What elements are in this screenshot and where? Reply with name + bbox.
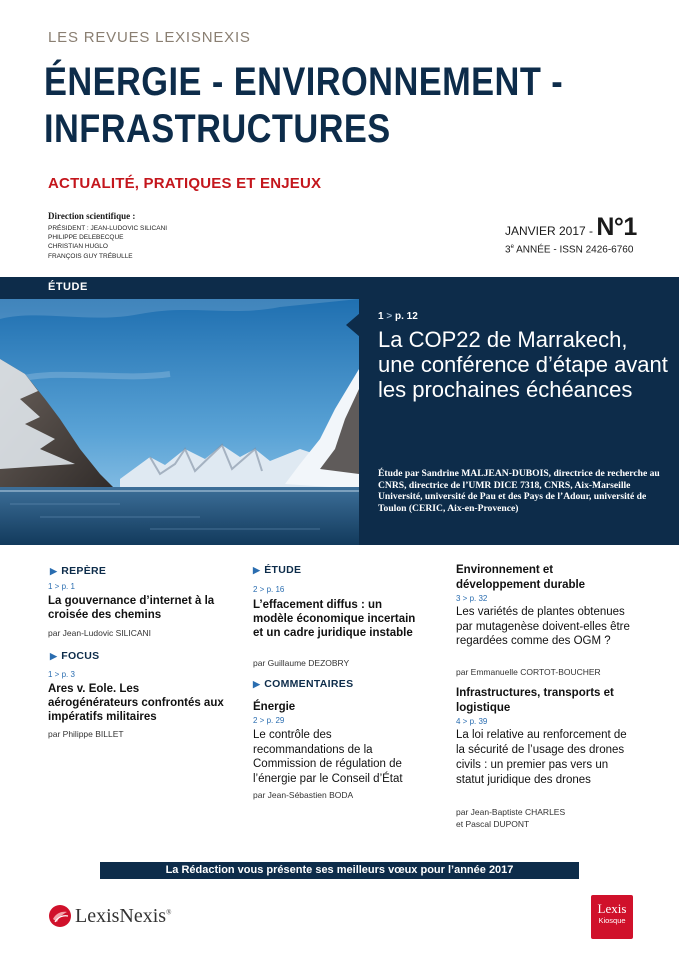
direction-member: FRANÇOIS GUY TRÉBULLE bbox=[48, 252, 133, 260]
article-title-ares-eole[interactable]: Ares v. Eole. Les aérogénérateurs confrontés aux impératifs militaires bbox=[48, 683, 224, 723]
article-title-mutagenese[interactable]: Les variétés de plantes obtenues par mutagenèse doivent-elles être regardées comme des OGM ? bbox=[456, 606, 630, 647]
feature-section-band bbox=[0, 277, 359, 299]
triangle-icon: ▶ bbox=[253, 679, 261, 689]
feature-title[interactable]: La COP22 de Marrakech, une conférence d’étape avant les prochaines échéances bbox=[378, 327, 668, 402]
section-reperes: ▶ REPÈRE bbox=[50, 565, 107, 577]
article-author: par Guillaume DEZOBRY bbox=[253, 658, 350, 668]
journal-title-line2: INFRASTRUCTURES bbox=[44, 107, 391, 151]
lexisnexis-logo: LexisNexis® bbox=[75, 905, 172, 927]
triangle-icon: ▶ bbox=[50, 566, 58, 576]
article-author: et Pascal DUPONT bbox=[456, 819, 530, 829]
article-author: par Emmanuelle CORTOT-BOUCHER bbox=[456, 667, 601, 677]
article-author: par Jean-Sébastien BODA bbox=[253, 790, 354, 800]
article-author: par Jean-Ludovic SILICANI bbox=[48, 628, 151, 638]
article-ref: 1 > p. 3 bbox=[48, 670, 75, 679]
issue-info bbox=[505, 213, 637, 242]
article-title-gouvernance[interactable]: La gouvernance d’internet à la croisée des chemins bbox=[48, 595, 215, 621]
theme-infrastructures: Infrastructures, transports et logistique bbox=[456, 687, 614, 714]
article-author: par Jean-Baptiste CHARLES bbox=[456, 807, 566, 817]
lexis-kiosque-badge[interactable]: Lexis Kiosque bbox=[591, 895, 633, 939]
direction-list bbox=[48, 224, 167, 261]
feature-reference[interactable]: 1 > p. 12 bbox=[378, 311, 418, 322]
feature-author: Étude par Sandrine MALJEAN-DUBOIS, directrice de recherche au CNRS, directrice de l’UMR DICE 7318, CNRS, Aix-Marseille Université, université de Pau et des Pays de l’Adour, université de Toulon (CERIC, Aix-en-Provence) bbox=[378, 468, 660, 514]
article-title-effacement[interactable]: L’effacement diffus : un modèle économique incertain et un cadre juridique instable bbox=[253, 599, 416, 639]
feature-section-label: ÉTUDE bbox=[48, 281, 88, 293]
article-author: par Philippe BILLET bbox=[48, 729, 124, 739]
triangle-icon: ▶ bbox=[253, 565, 261, 575]
theme-energie: Énergie bbox=[253, 701, 296, 713]
issue-number: N°1 bbox=[596, 213, 637, 241]
greetings-banner: La Rédaction vous présente ses meilleurs vœux pour l’année 2017 bbox=[100, 862, 579, 879]
direction-heading: Direction scientifique : bbox=[48, 211, 136, 221]
lexisnexis-logo-icon bbox=[48, 904, 72, 933]
article-ref: 1 > p. 1 bbox=[48, 582, 75, 591]
direction-member: PRÉSIDENT : JEAN-LUDOVIC SILICANI bbox=[48, 225, 168, 232]
cover-photo-fjord bbox=[0, 299, 359, 545]
article-ref: 2 > p. 29 bbox=[253, 716, 285, 725]
article-ref: 4 > p. 39 bbox=[456, 717, 488, 726]
theme-environnement: Environnement et développement durable bbox=[456, 564, 586, 591]
section-focus: ▶ FOCUS bbox=[50, 650, 100, 662]
section-etude: ▶ ÉTUDE bbox=[253, 564, 302, 576]
arrow-icon: > bbox=[386, 311, 393, 322]
issue-date: JANVIER 2017 - bbox=[505, 224, 597, 238]
feature-panel-notch bbox=[346, 313, 360, 337]
direction-member: PHILIPPE DELEBECQUE bbox=[48, 234, 124, 242]
article-ref: 2 > p. 16 bbox=[253, 585, 285, 594]
journal-subtitle: ACTUALITÉ, PRATIQUES ET ENJEUX bbox=[48, 175, 322, 192]
article-title-drones[interactable]: La loi relative au renforcement de la sécurité de l’usage des drones civils : un premier pas vers un statut juridique des drones bbox=[456, 729, 627, 786]
issue-year: 3e ANNÉE - ISSN 2426-6760 bbox=[505, 244, 634, 256]
fjord-illustration bbox=[0, 299, 359, 545]
triangle-icon: ▶ bbox=[50, 651, 58, 661]
article-ref: 3 > p. 32 bbox=[456, 594, 488, 603]
journal-title-line1: ÉNERGIE - ENVIRONNEMENT - bbox=[44, 60, 564, 104]
article-title-controle-cre[interactable]: Le contrôle des recommandations de la Commission de régulation de l’énergie par le Conseil d’État bbox=[253, 729, 403, 785]
section-commentaires: ▶ COMMENTAIRES bbox=[253, 678, 354, 690]
direction-member: CHRISTIAN HUGLO bbox=[48, 243, 108, 251]
series-label: LES REVUES LEXISNEXIS bbox=[48, 29, 251, 46]
